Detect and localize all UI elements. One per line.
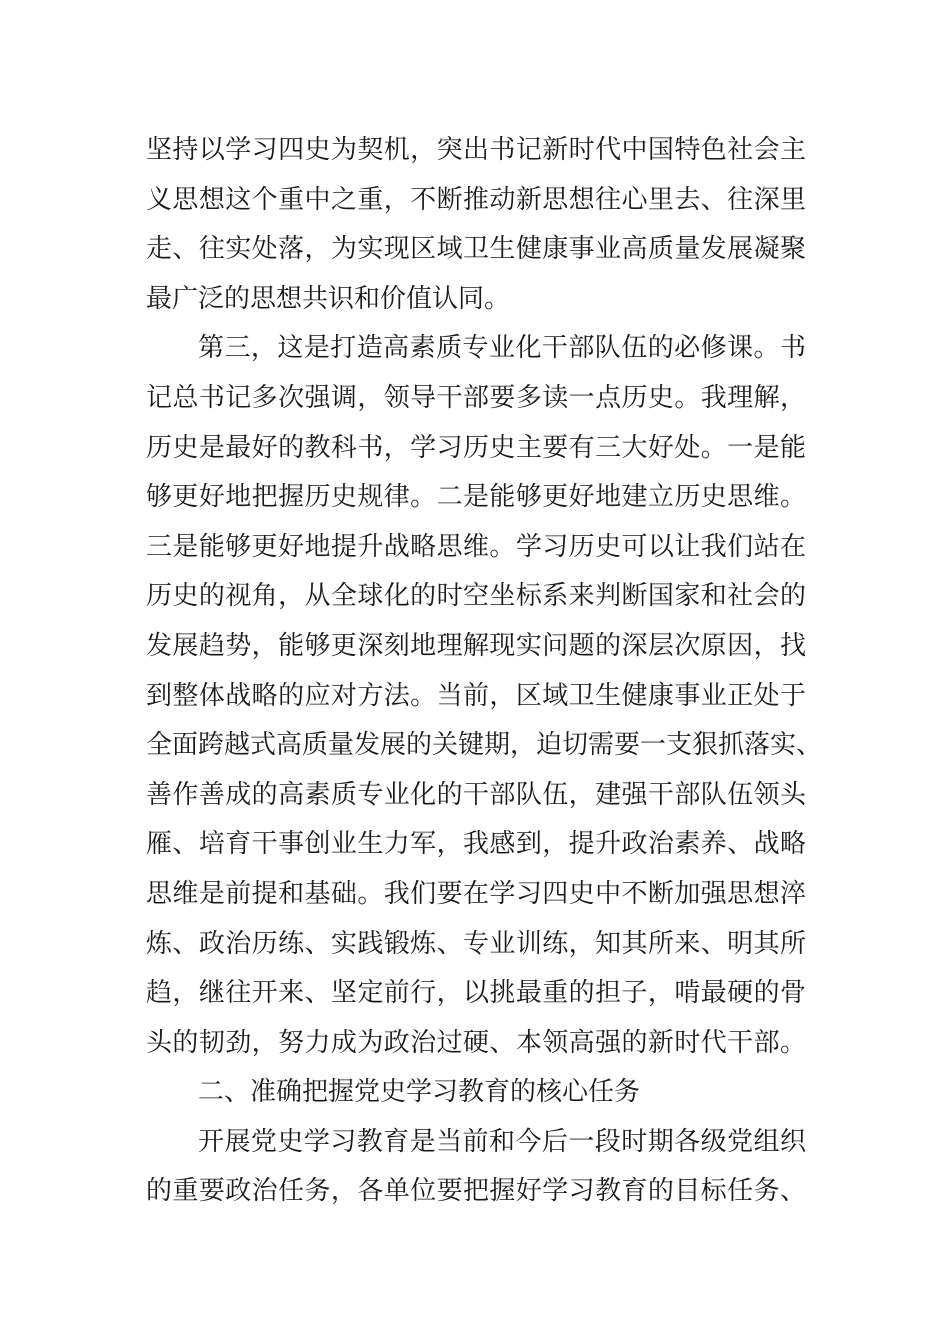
text-line: 二、准确把握党史学习教育的核心任务 (198, 1077, 641, 1108)
text-line: 义思想这个重中之重，不断推动新思想往心里去、往深里 (146, 184, 806, 215)
text-line: 到整体战略的应对方法。当前，区域卫生健康事业正处于 (146, 680, 806, 711)
text-line: 第三，这是打造高素质专业化干部队伍的必修课。书 (198, 333, 806, 364)
text-line: 最广泛的思想共识和价值认同。 (146, 283, 511, 314)
text-line: 炼、政治历练、实践锻炼、专业训练，知其所来、明其所 (146, 928, 806, 959)
text-line: 记总书记多次强调，领导干部要多读一点历史。我理解， (146, 382, 806, 413)
text-line: 三是能够更好地提升战略思维。学习历史可以让我们站在 (146, 531, 806, 562)
text-line: 发展趋势，能够更深刻地理解现实问题的深层次原因，找 (146, 630, 806, 661)
text-line: 够更好地把握历史规律。二是能够更好地建立历史思维。 (146, 482, 806, 513)
text-line: 全面跨越式高质量发展的关键期，迫切需要一支狠抓落实、 (146, 730, 823, 761)
text-line: 趋，继往开来、坚定前行，以挑最重的担子，啃最硬的骨 (146, 978, 806, 1009)
text-line: 走、往实处落，为实现区域卫生健康事业高质量发展凝聚 (146, 234, 806, 265)
text-line: 善作善成的高素质专业化的干部队伍，建强干部队伍领头 (146, 779, 806, 810)
document-body (146, 126, 823, 1217)
text-line: 历史是最好的教科书，学习历史主要有三大好处。一是能 (146, 432, 806, 463)
text-line: 雁、培育干事创业生力军，我感到，提升政治素养、战略 (146, 829, 806, 860)
text-line: 开展党史学习教育是当前和今后一段时期各级党组织 (198, 1126, 806, 1157)
text-line: 的重要政治任务，各单位要把握好学习教育的目标任务、 (146, 1176, 806, 1207)
text-line: 历史的视角，从全球化的时空坐标系来判断国家和社会的 (146, 581, 806, 612)
text-line: 思维是前提和基础。我们要在学习四史中不断加强思想淬 (146, 878, 806, 909)
text-line: 头的韧劲，努力成为政治过硬、本领高强的新时代干部。 (146, 1027, 806, 1058)
text-line: 坚持以学习四史为契机，突出书记新时代中国特色社会主 (146, 135, 806, 165)
